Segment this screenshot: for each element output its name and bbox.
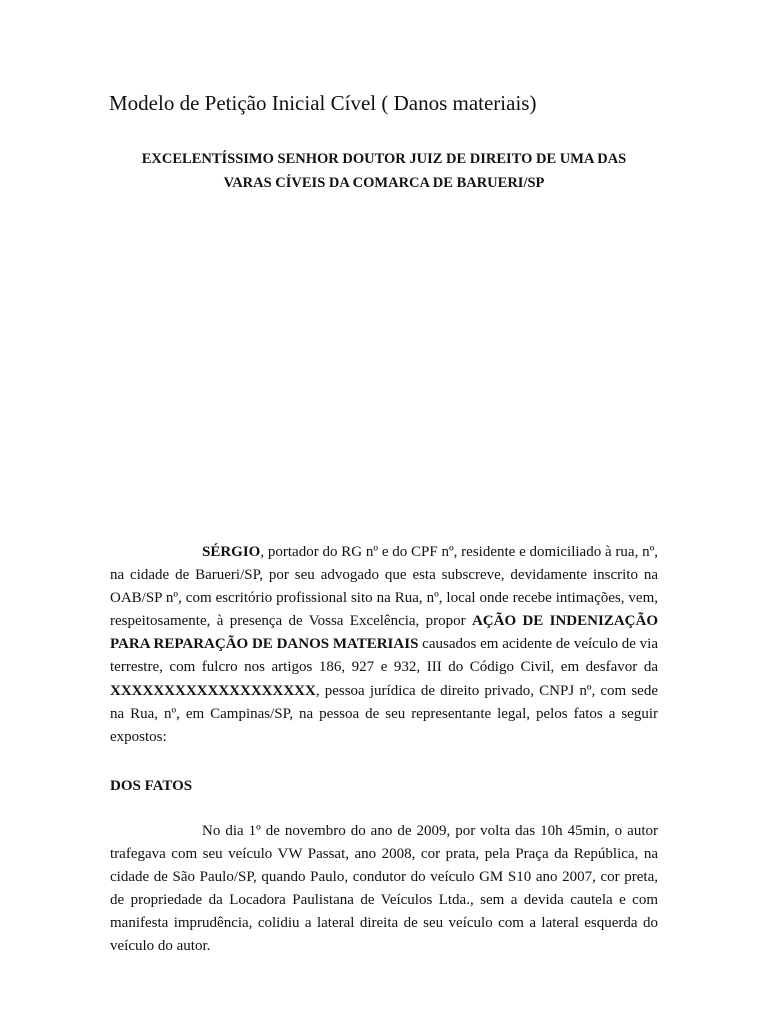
intro-text-a: , portador do RG nº e do CPF nº, residente e domiciliado à rua, nº, na cidade de Barueri/SP, por seu advogado que esta subscreve, devidamente inscrito na OAB/SP nº, com escritório profissional sito na Rua, nº, local onde recebe intimações, vem, respeitosamente, à presença de Vossa Excelência, propor bbox=[110, 544, 658, 630]
addressee-block bbox=[100, 147, 668, 195]
facts-heading: DOS FATOS bbox=[110, 778, 193, 794]
addressee-line-1: EXCELENTÍSSIMO SENHOR DOUTOR JUIZ DE DIREITO DE UMA DAS bbox=[141, 151, 627, 167]
plaintiff-name: SÉRGIO bbox=[202, 544, 261, 560]
document-title: Modelo de Petição Inicial Cível ( Danos materiais) bbox=[109, 91, 537, 115]
defendant-name: XXXXXXXXXXXXXXXXXXX bbox=[110, 682, 316, 699]
intro-text-c: , pessoa jurídica de direito privado, CNPJ nº, com sede na Rua, nº, em Campinas/SP, na pessoa de seu representante legal, pelos fatos a seguir expostos: bbox=[110, 682, 658, 745]
facts-paragraph bbox=[110, 820, 658, 959]
facts-text: No dia 1º de novembro do ano de 2009, por volta das 10h 45min, o autor trafegava com seu veículo VW Passat, ano 2008, cor prata, pela Praça da República, na cidade de São Paulo/SP, quando Paulo, condutor do veículo GM S10 ano 2007, cor preta, de propriedade da Locadora Paulistana de Veículos Ltda., sem a devida cautela e com manifesta imprudência, colidiu a lateral direita de seu veículo com a lateral esquerda do veículo do autor. bbox=[110, 823, 658, 955]
addressee-line-2: VARAS CÍVEIS DA COMARCA DE BARUERI/SP bbox=[223, 175, 545, 191]
action-name: AÇÃO DE INDENIZAÇÃO PARA REPARAÇÃO DE DANOS MATERIAIS bbox=[110, 613, 658, 653]
intro-paragraph bbox=[110, 541, 658, 749]
intro-text-b: causados em acidente de veículo de via terrestre, com fulcro nos artigos 186, 927 e 932, III do Código Civil, em desfavor da bbox=[110, 636, 659, 676]
